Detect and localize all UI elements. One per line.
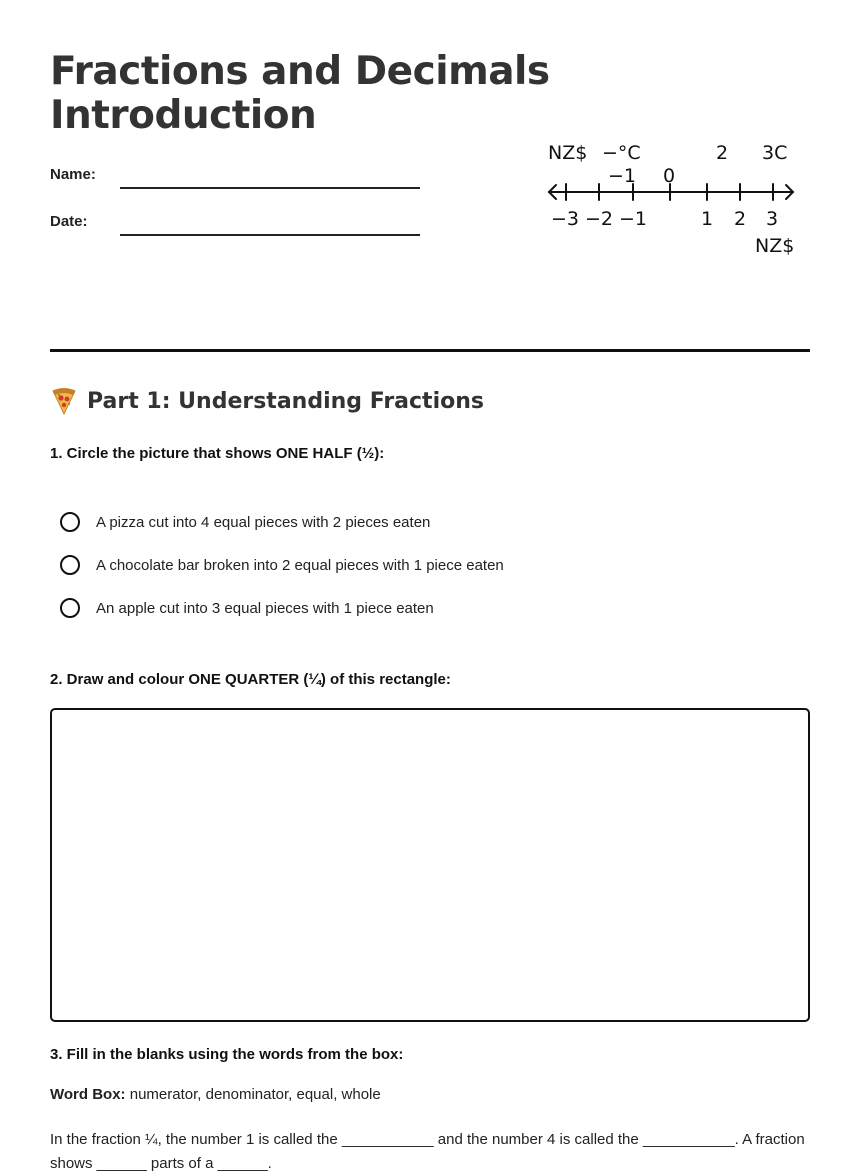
number-line-top-label: 0	[663, 165, 676, 187]
q1-option-label: A chocolate bar broken into 2 equal pieces with 1 piece eaten	[96, 556, 504, 574]
q1-option-label: A pizza cut into 4 equal pieces with 2 pieces eaten	[96, 513, 431, 531]
number-line-bottom-label: 3	[766, 208, 779, 230]
radio-circle-icon[interactable]	[60, 555, 80, 575]
part-1-heading	[50, 386, 484, 416]
number-line-unit: NZ$	[755, 235, 795, 257]
part-1-title: Part 1: Understanding Fractions	[87, 388, 484, 414]
q1-option-chocolate[interactable]	[60, 555, 504, 575]
number-line-graphic	[540, 135, 810, 265]
page-title	[50, 50, 550, 138]
number-line-top-label: 3C	[762, 142, 788, 164]
fill-in-blanks-sentence[interactable]: In the fraction ¼, the number 1 is called the ___________ and the number 4 is called the ___________. A fraction shows ______ parts of a ______.	[50, 1131, 805, 1172]
section-divider	[50, 349, 810, 352]
word-box	[50, 1086, 381, 1103]
number-line-bottom-label: 1	[701, 208, 714, 230]
question-1-prompt: 1. Circle the picture that shows ONE HALF (½):	[50, 445, 385, 462]
name-field[interactable]	[120, 187, 420, 189]
q1-option-pizza[interactable]	[60, 512, 430, 532]
q1-option-label: An apple cut into 3 equal pieces with 1 piece eaten	[96, 599, 434, 617]
date-field[interactable]	[120, 234, 420, 236]
word-box-words: numerator, denominator, equal, whole	[129, 1086, 381, 1103]
question-2-prompt: 2. Draw and colour ONE QUARTER (¼) of this rectangle:	[50, 671, 451, 688]
number-line-bottom-label: −2	[585, 208, 614, 230]
number-line-bottom-label: −1	[619, 208, 648, 230]
radio-circle-icon[interactable]	[60, 598, 80, 618]
question-3-prompt: 3. Fill in the blanks using the words from the box:	[50, 1046, 404, 1063]
number-line-top-label: NZ$	[548, 142, 588, 164]
date-label: Date:	[50, 213, 88, 230]
q1-option-apple[interactable]	[60, 598, 434, 618]
pizza-icon	[50, 386, 78, 416]
radio-circle-icon[interactable]	[60, 512, 80, 532]
word-box-label: Word Box:	[50, 1086, 126, 1103]
number-line-bottom-label: −3	[551, 208, 580, 230]
name-label: Name:	[50, 166, 96, 183]
number-line-top-label: 2	[716, 142, 729, 164]
drawing-rectangle[interactable]	[50, 708, 810, 1022]
number-line-bottom-label: 2	[734, 208, 747, 230]
page-title-line-1: Fractions and Decimals	[50, 49, 550, 94]
page-title-line-2: Introduction	[50, 93, 317, 138]
number-line-top-label: −1	[608, 165, 637, 187]
number-line-top-label: −°C	[602, 142, 641, 164]
